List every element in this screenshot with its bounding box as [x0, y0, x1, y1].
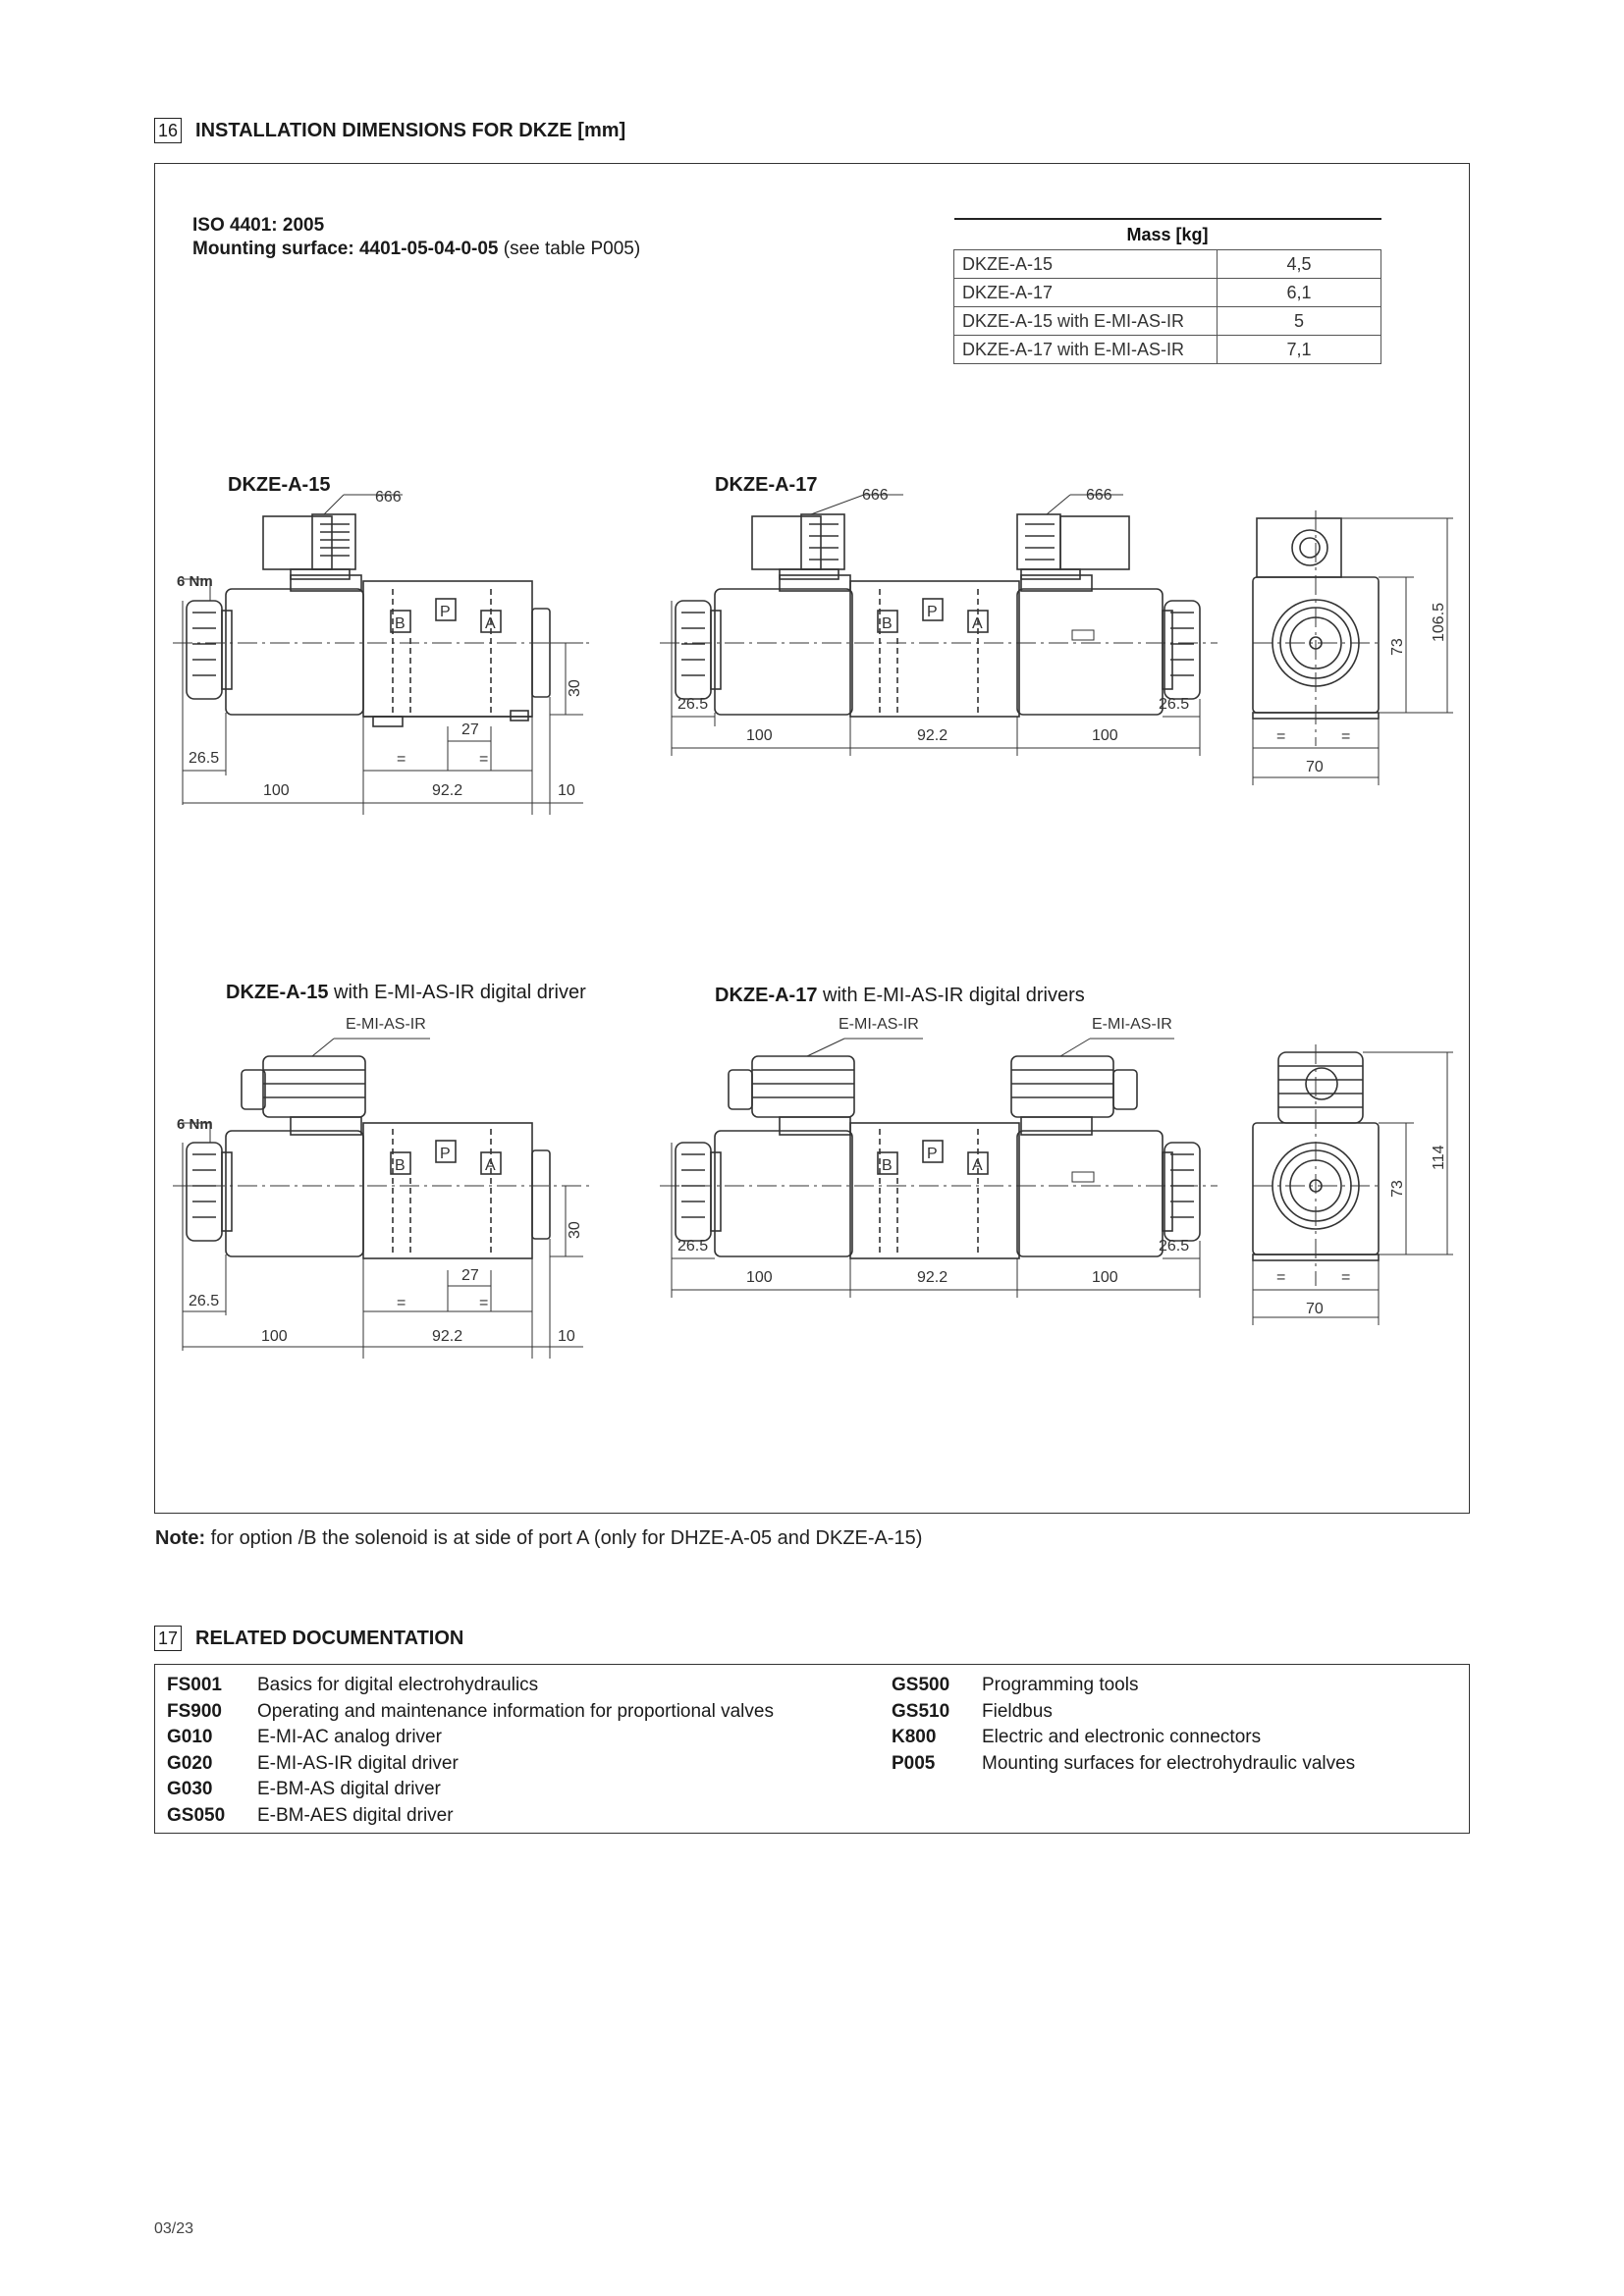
- port-p-label: P: [440, 1146, 451, 1162]
- iso-line: ISO 4401: 2005: [192, 215, 325, 236]
- doc-desc: E-BM-AES digital driver: [257, 1804, 454, 1826]
- doc-desc: Fieldbus: [982, 1700, 1053, 1722]
- mass-value: 6,1: [1218, 279, 1381, 307]
- dim-label: =: [1276, 728, 1286, 745]
- doc-desc: E-MI-AS-IR digital driver: [257, 1752, 459, 1774]
- dim-label: 10: [558, 782, 575, 799]
- doc-code: FS001: [167, 1675, 222, 1695]
- drawing-dkze-a-15: [173, 495, 589, 815]
- dim-label: 100: [261, 1328, 288, 1345]
- dim-label: 73: [1389, 638, 1406, 656]
- drawing-dkze-a-17-with-drivers: [660, 1039, 1218, 1298]
- list-item: [167, 1751, 774, 1778]
- dim-label: =: [479, 1295, 489, 1311]
- dim-label: =: [1276, 1269, 1286, 1286]
- related-docs-right: [892, 1673, 1355, 1777]
- list-item: [892, 1725, 1355, 1751]
- dim-label: 26.5: [189, 750, 220, 767]
- doc-desc: Basics for digital electrohydraulics: [257, 1675, 539, 1695]
- doc-desc: Mounting surfaces for electrohydraulic valves: [982, 1752, 1356, 1774]
- mass-model: DKZE-A-15: [954, 250, 1218, 279]
- footer-date: 03/23: [154, 2220, 194, 2237]
- dim-label: 70: [1306, 759, 1324, 775]
- doc-code: K800: [892, 1727, 937, 1747]
- doc-code: GS510: [892, 1700, 950, 1722]
- mass-model: DKZE-A-17 with E-MI-AS-IR: [954, 336, 1218, 364]
- dim-label: 92.2: [917, 1269, 948, 1286]
- dim-label: 70: [1306, 1301, 1324, 1317]
- dim-label: 100: [1092, 1269, 1118, 1286]
- dim-label: 73: [1389, 1180, 1406, 1198]
- torque-label: 6 Nm: [177, 1116, 213, 1133]
- dim-label: 100: [746, 1269, 773, 1286]
- drawing-title-d2: DKZE-A-17: [715, 474, 818, 496]
- list-item: [892, 1699, 1355, 1726]
- dim-label: 27: [461, 1267, 479, 1284]
- section-17-header: [154, 1626, 463, 1651]
- port-p-label: P: [927, 604, 938, 620]
- drawing-title-d4-suffix: with E-MI-AS-IR digital drivers: [817, 985, 1085, 1006]
- dim-label: 106.5: [1431, 602, 1447, 642]
- related-docs-box: [154, 1664, 1470, 1834]
- note-label: Note:: [155, 1527, 206, 1549]
- mass-value: 7,1: [1218, 336, 1381, 364]
- mass-value: 5: [1218, 307, 1381, 336]
- dim-label: 100: [263, 782, 290, 799]
- driver-label: E-MI-AS-IR: [1092, 1016, 1172, 1033]
- port-b-label: B: [395, 615, 406, 632]
- dim-label: 30: [567, 1221, 583, 1239]
- list-item: [167, 1699, 774, 1726]
- doc-code: GS050: [167, 1804, 226, 1826]
- dim-label: =: [479, 751, 489, 768]
- port-a-label: A: [972, 1157, 983, 1174]
- list-item: [167, 1673, 774, 1699]
- drawing-title-d4-model: DKZE-A-17: [715, 985, 818, 1006]
- drawing-title-d3-model: DKZE-A-15: [226, 982, 329, 1003]
- doc-desc: E-MI-AC analog driver: [257, 1727, 442, 1747]
- drawing-title-d4: [715, 985, 1085, 1006]
- list-item: [167, 1777, 774, 1803]
- doc-desc: Electric and electronic connectors: [982, 1727, 1262, 1747]
- port-p-label: P: [440, 604, 451, 620]
- mounting-surface-ref: (see table P005): [503, 239, 641, 259]
- list-item: [892, 1751, 1355, 1778]
- dim-label: 26.5: [189, 1293, 220, 1309]
- dim-label: =: [397, 1295, 406, 1311]
- dim-label: =: [1341, 1269, 1351, 1286]
- dim-label: 92.2: [917, 727, 948, 744]
- dim-label: =: [397, 751, 406, 768]
- drawing-dkze-a-15-with-driver: [173, 1039, 589, 1359]
- dim-label: 100: [746, 727, 773, 744]
- connector-label: 666: [1086, 487, 1112, 504]
- section-title: INSTALLATION DIMENSIONS FOR DKZE [mm]: [195, 119, 626, 141]
- mass-model: DKZE-A-15 with E-MI-AS-IR: [954, 307, 1218, 336]
- drawing-title-d1: DKZE-A-15: [228, 474, 331, 496]
- drawing-title-d3: [226, 982, 586, 1003]
- dim-label: 92.2: [432, 782, 463, 799]
- dim-label: 26.5: [677, 1238, 709, 1255]
- doc-desc: Programming tools: [982, 1675, 1139, 1695]
- port-a-label: A: [972, 615, 983, 632]
- doc-code: G020: [167, 1752, 213, 1774]
- list-item: [892, 1673, 1355, 1699]
- mass-value: 4,5: [1218, 250, 1381, 279]
- driver-label: E-MI-AS-IR: [346, 1016, 426, 1033]
- port-p-label: P: [927, 1146, 938, 1162]
- dim-label: 10: [558, 1328, 575, 1345]
- doc-code: G010: [167, 1727, 213, 1747]
- dim-label: 27: [461, 721, 479, 738]
- mounting-surface-label: Mounting surface: 4401-05-04-0-05: [192, 239, 499, 259]
- torque-label: 6 Nm: [177, 573, 213, 590]
- note: [155, 1527, 922, 1550]
- dim-label: 26.5: [1159, 1238, 1190, 1255]
- dim-label: 100: [1092, 727, 1118, 744]
- port-b-label: B: [882, 615, 893, 632]
- doc-code: G030: [167, 1779, 213, 1799]
- port-b-label: B: [395, 1157, 406, 1174]
- doc-desc: E-BM-AS digital driver: [257, 1779, 441, 1799]
- dim-label: 114: [1431, 1145, 1447, 1170]
- list-item: [167, 1803, 774, 1830]
- list-item: [167, 1725, 774, 1751]
- section-title: RELATED DOCUMENTATION: [195, 1627, 464, 1649]
- doc-code: GS500: [892, 1675, 950, 1695]
- dim-label: =: [1341, 728, 1351, 745]
- mass-model: DKZE-A-17: [954, 279, 1218, 307]
- section-number: 16: [154, 118, 182, 143]
- dim-label: 92.2: [432, 1328, 463, 1345]
- dim-label: 26.5: [1159, 696, 1190, 713]
- connector-label: 666: [375, 489, 402, 506]
- dim-label: 26.5: [677, 696, 709, 713]
- doc-desc: Operating and maintenance information for proportional valves: [257, 1700, 774, 1722]
- related-docs-left: [167, 1673, 774, 1829]
- driver-label: E-MI-AS-IR: [839, 1016, 919, 1033]
- port-b-label: B: [882, 1157, 893, 1174]
- note-text: for option /B the solenoid is at side of port A (only for DHZE-A-05 and DKZE-A-15): [205, 1527, 923, 1549]
- doc-code: P005: [892, 1752, 936, 1774]
- doc-code: FS900: [167, 1700, 222, 1722]
- section-number: 17: [154, 1626, 182, 1651]
- mass-table-header: Mass [kg]: [954, 219, 1381, 250]
- drawing-title-d3-suffix: with E-MI-AS-IR digital driver: [328, 982, 586, 1003]
- port-a-label: A: [485, 615, 496, 632]
- connector-label: 666: [862, 487, 889, 504]
- drawing-dkze-a-17: [660, 495, 1218, 756]
- dim-label: 30: [567, 679, 583, 697]
- port-a-label: A: [485, 1157, 496, 1174]
